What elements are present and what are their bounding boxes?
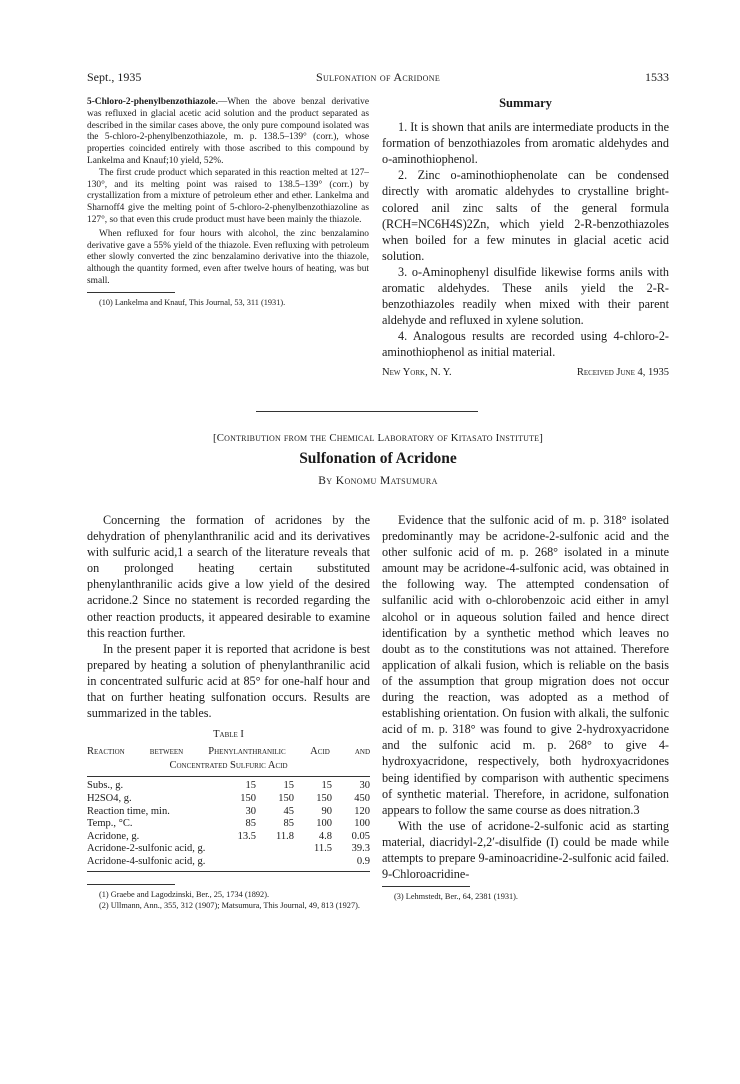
footnote-2: (2) Ullmann, Ann., 355, 312 (1907); Matsumura, This Journal, 49, 813 (1927).	[99, 901, 360, 911]
table-caption: Table I	[213, 729, 244, 741]
table-row	[87, 806, 370, 819]
header-page-number: 1533	[645, 70, 669, 84]
table-cell: 0.05	[351, 830, 370, 842]
table-cell: 85	[245, 818, 256, 830]
table-row	[87, 777, 370, 793]
table-row-label: Acridone, g.	[87, 830, 140, 842]
place: New York, N. Y.	[382, 366, 452, 378]
section-divider	[256, 411, 478, 412]
zinc-derivative-paragraph: When refluxed for four hours with alcohol, the zinc benzalamino derivative gave a 55% yield of the thiazole. Even refluxing with petroleum ether slowly converted the zinc benzalamino derivative into the thiazole, although the quantity formed, even after twelve hours of heating, was but small.	[87, 228, 369, 286]
table-cell: 150	[278, 792, 294, 804]
table-cell: 120	[354, 805, 370, 817]
contribution-line: [Contribution from the Chemical Laboratory of Kitasato Institute]	[212, 432, 544, 444]
summary-item-2: 2. Zinc o-aminothiophenolate can be condensed directly with aromatic aldehydes to crystalline bright-colored anil zinc salts of the general formula (RCH=NC6H4S)2Zn, which yield 2-R-benzothiazoles when boiled for a few minutes in glacial acetic acid solution.	[382, 168, 669, 263]
table-cell: 30	[359, 780, 370, 792]
table-cell: 100	[316, 818, 332, 830]
crude-product-paragraph: The first crude product which separated in this reaction melted at 127–130°, and its melting point was raised to 138.5–139° (corr.) by crystallization from a mixture of petroleum ether and ether. Lankelma and Sharnoff4 give the melting point of 5-chloro-2-phenylbenzothiazoline as 127°, so that even this crude product must have been mainly the thiazole.	[87, 167, 369, 225]
table-row-label: Subs., g.	[87, 780, 124, 792]
table-cell: 4.8	[318, 830, 332, 842]
table-cell: 150	[316, 792, 332, 804]
table-row-label: Reaction time, min.	[87, 805, 170, 817]
present-paper-paragraph: In the present paper it is reported that acridone is best prepared by heating a solution of phenylanthranilic acid in concentrated sulfuric acid at 85° for one-half hour and that on further heating sulfonation occurs. Results are summarized in the tables.	[87, 641, 370, 721]
footnote-10: (10) Lankelma and Knauf, This Journal, 53, 311 (1931).	[99, 297, 286, 307]
evidence-paragraph: Evidence that the sulfonic acid of m. p. 318° isolated predominantly may be acridone-2-sulfonic acid and the other sulfonic acid of m. p. 268° isolated in a minute amount may be acridone-4-sulfonic acid, was obtained in the following way. The attempted condensation of sulfanilic acid with o-chlorobenzoic acid either in amyl alcohol or in aqueous solution failed and hence direct identification by a synthetic method which leaves no doubt as to the constitutions was not attained. Therefore application of alkali fusion, which is reliable on the basis of the assumption that group migration does not occur during the reaction, was adopted as a method of establishing orientation. On fusion with alkali, the sulfonic acid of m. p. 318° was found to give 2-hydroxyacridone and the sulfonic acid m. p. 268° to give 4-hydroxyacridone, respectively, both hydroxyacridones being identified by comparison with authentic specimens of synthetic material. Therefore, in acridone, sulfonation appears to follow the same course as does nitration.3	[382, 513, 669, 817]
running-header	[87, 70, 669, 86]
table-cell: 90	[321, 805, 332, 817]
table-row	[87, 831, 370, 844]
intro-paragraph: Concerning the formation of acridones by the dehydration of phenylanthranilic acid and its derivatives with sulfuric acid,1 a search of the literature reveals that on prolonged heating certain substituted phenylanthranilic acids give a low yield of the desired acridone.2 Since no statement is recorded regarding the other reaction products, it appeared desirable to examine this reaction further.	[87, 513, 370, 640]
footnote-3: (3) Lehmstedt, Ber., 64, 2381 (1931).	[394, 892, 518, 902]
header-running-title: Sulfonation of Acridone	[315, 70, 441, 84]
table-row-label: Acridone-2-sulfonic acid, g.	[87, 843, 206, 855]
data-table	[87, 776, 370, 872]
starting-material-paragraph: With the use of acridone-2-sulfonic acid as starting material, diacridyl-2,2′-disulfide (I) could be made while attempts to prepare 9-aminoacridine-2-sulfonic acid failed. 9-Chloroacridine-	[382, 818, 669, 882]
table-cell: 11.5	[314, 843, 332, 855]
table-cell	[218, 856, 256, 872]
table-heading-line1: Reaction between Phenylanthranilic Acid and	[87, 746, 370, 758]
table-row	[87, 818, 370, 831]
table-cell: 85	[283, 818, 294, 830]
table-row	[87, 843, 370, 856]
table-cell: 39.3	[351, 843, 370, 855]
summary-meta	[382, 365, 669, 381]
table-cell: 150	[240, 792, 256, 804]
footnote-rule	[87, 884, 175, 885]
received-date: Received June 4, 1935	[576, 366, 669, 378]
table-row-label: H2SO4, g.	[87, 792, 132, 804]
table-cell: 45	[283, 805, 294, 817]
chloro-paragraph-text: —When the above benzal derivative was refluxed in glacial acetic acid solution and the product separated as described in the similar cases above, the only pure compound isolated was the 5-chloro-2-phenylbenzothiazole, m. p. 138.5–139° (corr.), whose properties coincided entirely with those ascribed to this compound by Lankelma and Knauf;10 yield, 52%.	[87, 97, 369, 166]
table-cell	[218, 843, 256, 856]
table-cell: 100	[354, 818, 370, 830]
table-cell: 13.5	[237, 830, 256, 842]
table-cell: 450	[354, 792, 370, 804]
summary-section	[382, 95, 669, 381]
upper-left-column	[87, 97, 369, 308]
article-right-column	[382, 512, 669, 903]
table-cell: 15	[245, 780, 256, 792]
author-byline: By Konomu Matsumura	[318, 475, 438, 487]
summary-item-3: 3. o-Aminophenyl disulfide likewise forms anils with aromatic aldehydes. These anils yield the 2-R-benzothiazoles readily when mixed with their parent aldehyde and refluxed in xylene solution.	[382, 264, 669, 328]
table-cell: 30	[245, 805, 256, 817]
article-left-column	[87, 512, 370, 912]
summary-item-4: 4. Analogous results are recorded using 4-chloro-2-aminothiophenol as initial material.	[382, 329, 669, 360]
table-cell	[294, 856, 332, 872]
table-row	[87, 793, 370, 806]
article-title: Sulfonation of Acridone	[299, 450, 457, 467]
table-cell: 11.8	[276, 830, 294, 842]
table-row-label: Temp., °C.	[87, 818, 133, 830]
table-row-label: Acridone-4-sulfonic acid, g.	[87, 855, 206, 867]
header-date: Sept., 1935	[87, 70, 142, 84]
summary-title: Summary	[499, 96, 552, 110]
footnote-rule	[87, 292, 175, 293]
table-cell: 15	[321, 780, 332, 792]
footnote-rule	[382, 886, 470, 887]
chloro-heading: 5-Chloro-2-phenylbenzothiazole.	[87, 97, 218, 107]
table-heading-line2: Concentrated Sulfuric Acid	[169, 760, 288, 772]
table-cell: 0.9	[356, 855, 370, 867]
table-cell	[256, 843, 294, 856]
table-cell: 15	[283, 780, 294, 792]
footnote-1: (1) Graebe and Lagodzinski, Ber., 25, 1734 (1892).	[99, 890, 270, 900]
summary-item-1: 1. It is shown that anils are intermediate products in the formation of benzothiazoles from aromatic aldehydes and o-aminothiophenol.	[382, 120, 669, 167]
chloro-paragraph	[87, 97, 369, 168]
table-cell	[256, 856, 294, 872]
table-row	[87, 856, 370, 872]
